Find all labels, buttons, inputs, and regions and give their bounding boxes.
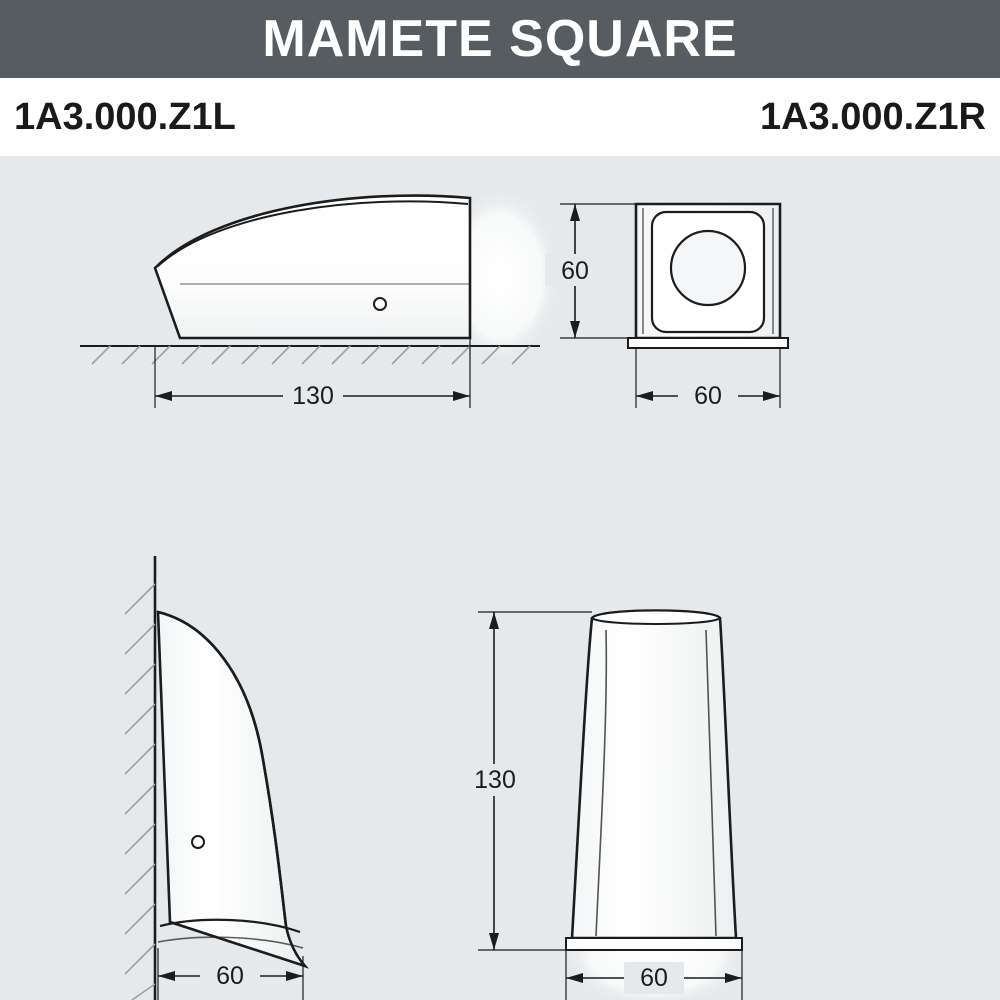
product-code-right: 1A3.000.Z1R: [759, 96, 986, 138]
fixture-body-side-wall: [158, 612, 305, 966]
technical-drawing-canvas: [0, 156, 1000, 1000]
dimension-label-60-horizontal-top: 60: [694, 382, 722, 410]
title-bar: [0, 0, 1000, 78]
dimension-label-130-bottom: 130: [474, 766, 516, 794]
dimension-label-60-vertical: 60: [561, 257, 589, 285]
base-plate-2: [566, 938, 742, 950]
side-view-wall-mounted-bottom-left: [125, 556, 305, 1000]
dimension-130-horizontal: [155, 338, 470, 412]
front-view-bottom-right: [462, 611, 747, 1000]
front-view-top-right: [545, 204, 788, 412]
dimension-60-vertical: [545, 204, 636, 338]
dimension-label-130-top: 130: [292, 382, 334, 410]
top-cap: [592, 611, 720, 625]
screw-hole-icon: [374, 298, 386, 310]
product-code-left: 1A3.000.Z1L: [14, 96, 236, 138]
ground-hatching: [92, 346, 530, 364]
product-code-bar: [0, 78, 1000, 156]
base-plate: [628, 338, 788, 348]
side-view-top-left: [80, 188, 560, 412]
lens-circle: [671, 231, 745, 305]
page-title: MAMETE SQUARE: [262, 10, 738, 68]
fixture-body-side: [155, 196, 470, 338]
dimension-130-vertical: [462, 612, 592, 950]
wall-hatching: [125, 584, 155, 1000]
screw-hole-icon-2: [192, 836, 204, 848]
dimension-label-60-bottom-right: 60: [640, 964, 668, 992]
dimension-label-60-bottom-left: 60: [216, 962, 244, 990]
dimension-60-horizontal-top: [636, 348, 780, 412]
